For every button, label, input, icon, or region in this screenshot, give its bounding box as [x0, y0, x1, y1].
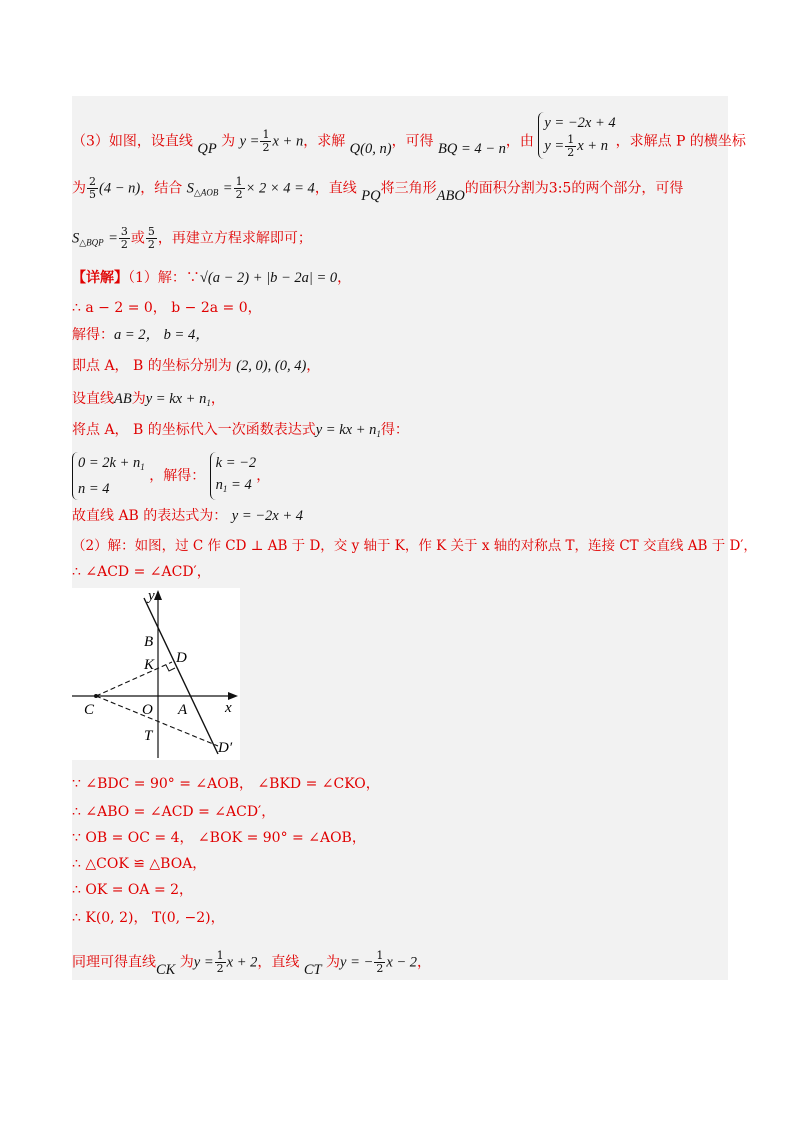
- math: AB: [114, 391, 132, 407]
- detail-line4: [72, 356, 728, 376]
- math: y =: [193, 954, 214, 971]
- line-qp: QP: [197, 140, 217, 157]
- text: ∴ OK = OA = 2，: [72, 882, 194, 898]
- detail-line12: [72, 802, 728, 822]
- text: 为: [221, 133, 236, 150]
- detail-line10: [72, 562, 728, 582]
- text: 设直线: [72, 391, 114, 407]
- math: =: [222, 180, 233, 197]
- label-k: K: [144, 657, 155, 673]
- equation-system-2: [210, 452, 257, 500]
- text: ∵ OB = OC = 4， ∠BOK = 90° = ∠AOB，: [72, 830, 366, 846]
- text: 如图，设直线: [108, 133, 193, 150]
- text: ，直线: [257, 954, 300, 971]
- detail-tag: 【详解】: [72, 270, 128, 286]
- point-c: [94, 694, 98, 698]
- text: ∴ a − 2 = 0， b − 2a = 0，: [72, 300, 262, 316]
- label-c: C: [84, 702, 95, 718]
- detail-line16: [72, 908, 728, 928]
- math: y = kx + n: [315, 422, 377, 438]
- text: ，: [306, 358, 321, 374]
- text: ，结合: [140, 180, 183, 197]
- equation-system-1: [72, 452, 145, 500]
- text: ，解得：: [149, 468, 206, 484]
- math: x + n: [272, 133, 304, 150]
- detail-line3: [72, 325, 728, 345]
- detail-line6: [72, 420, 728, 444]
- detail-line14: [72, 854, 728, 874]
- detail-line7: [72, 452, 728, 500]
- text: 将三角形: [380, 180, 437, 197]
- text: 为: [326, 954, 341, 971]
- text: ，直线: [314, 180, 357, 197]
- math: × 2 × 4 = 4: [245, 180, 315, 197]
- text: 即点 A， B 的坐标分别为: [72, 358, 232, 374]
- text: ∴ △COK ≌ △BOA，: [72, 856, 207, 872]
- part-marker: （3）: [72, 133, 109, 150]
- fraction: $\frac{2}{5}$: [89, 175, 96, 201]
- math: =: [108, 230, 118, 247]
- line-ck: CK: [156, 961, 176, 978]
- sys-line: n = 4: [78, 481, 110, 497]
- line-ct: CT: [303, 961, 322, 978]
- fraction: $\frac{1}{2}$: [262, 128, 270, 154]
- bq-expr: BQ = 4 − n: [438, 140, 506, 157]
- label-d: D: [176, 650, 187, 666]
- math: x + 2: [226, 954, 258, 971]
- label-y: y: [148, 588, 155, 604]
- math: (2, 0), (0, 4): [236, 358, 307, 374]
- detail-line1: [72, 268, 728, 288]
- detail-line8: [72, 506, 728, 526]
- geometry-figure: [72, 588, 240, 760]
- label-d-prime: D′: [218, 740, 233, 756]
- math: y =: [239, 133, 260, 150]
- math: y = kx + n: [145, 391, 207, 407]
- math: x − 2: [386, 954, 418, 971]
- text: （2）解：如图，过 C 作 CD ⊥ AB 于 D，交 y 轴于 K，作 K 关于 x 轴的对称点 T，连接 CT 交直线 AB 于 D′，: [72, 538, 757, 554]
- label-x: x: [225, 700, 232, 716]
- subscript: 1: [376, 429, 381, 439]
- math: S: [72, 230, 80, 247]
- math: y = −2x + 4: [231, 508, 303, 524]
- text: 得：: [380, 422, 409, 438]
- text: ，求解点 P 的横坐标: [615, 133, 746, 150]
- label-a: A: [178, 702, 188, 718]
- text: ∴ ∠ACD = ∠ACD′，: [72, 564, 211, 580]
- point-q: Q(0, n): [349, 140, 392, 157]
- sys-line: $n_1 = 4$: [215, 477, 252, 494]
- text: 同理可得直线: [72, 954, 156, 971]
- text: 故直线 AB 的表达式为：: [72, 508, 228, 524]
- text: ，由: [505, 133, 534, 150]
- part3-line2: 为 $\frac{2}{5}$ (4 − n)，结合 $S_{\triangle AOB}$ = $\frac{1}{2}$ × 2 × 4 = 4，直线 PQ将三角形ABO的面积分割为3:5的两个部分，可得: [72, 175, 684, 204]
- sys-line: $0 = 2k + n_1$: [78, 455, 145, 472]
- detail-line5: [72, 389, 728, 413]
- line-pq: PQ: [361, 187, 381, 204]
- text: 将点 A， B 的坐标代入一次函数表达式: [72, 422, 316, 438]
- math: y = −: [340, 954, 374, 971]
- detail-line17: 同理可得直线CK 为y = $\frac{1}{2}$ x + 2，直线 CT 为y = − $\frac{1}{2}$ x − 2，: [72, 949, 432, 978]
- text: ∴ K(0, 2)， T(0, −2)，: [72, 910, 225, 926]
- detail-line11: [72, 774, 728, 794]
- sys-line: y = −2x + 4: [544, 115, 616, 131]
- math: S: [186, 180, 194, 197]
- detail-line9: [72, 536, 757, 556]
- text: ，可得: [391, 133, 434, 150]
- text: ，: [417, 954, 432, 971]
- math: (4 − n): [99, 180, 141, 197]
- text: ，再建立方程求解即可；: [157, 230, 312, 247]
- text: ∴ ∠ABO = ∠ACD = ∠ACD′，: [72, 804, 276, 820]
- subscript: △BQP: [79, 237, 104, 248]
- detail-line15: [72, 880, 728, 900]
- text: 的面积分割为3:5的两个部分，可得: [464, 180, 684, 197]
- text: 为: [72, 180, 86, 197]
- text: 解得：: [72, 327, 114, 343]
- triangle-abo: ABO: [436, 187, 465, 204]
- sys-line: k = −2: [215, 455, 257, 471]
- text: 为: [179, 954, 194, 971]
- text: ，: [210, 391, 225, 407]
- label-o: O: [142, 702, 153, 718]
- equation-system: [538, 112, 615, 159]
- subscript: △AOB: [193, 187, 219, 198]
- part3-line1: [72, 115, 746, 165]
- text: 或: [130, 230, 145, 247]
- detail-line13: [72, 828, 728, 848]
- text: （1）解：∵: [128, 270, 200, 286]
- subscript: 1: [206, 398, 211, 408]
- sys-line: y = $\frac{1}{2}$ x + n: [544, 133, 608, 159]
- label-b: B: [144, 634, 154, 650]
- part3-line3: $S_{\triangle BQP}$ = $\frac{3}{2}$ 或 $\frac{5}{2}$ ，再建立方程求解即可；: [72, 225, 312, 251]
- text: ，求解: [303, 133, 346, 150]
- text: ，: [256, 468, 271, 484]
- text: 为: [131, 391, 146, 407]
- detail-line2: [72, 298, 728, 318]
- label-t: T: [144, 728, 153, 744]
- text: ∵ ∠BDC = 90° = ∠AOB， ∠BKD = ∠CKO，: [72, 776, 380, 792]
- math: a = 2， b = 4，: [114, 327, 210, 343]
- math: √(a − 2) + |b − 2a| = 0: [199, 270, 338, 286]
- text: ，: [337, 270, 352, 286]
